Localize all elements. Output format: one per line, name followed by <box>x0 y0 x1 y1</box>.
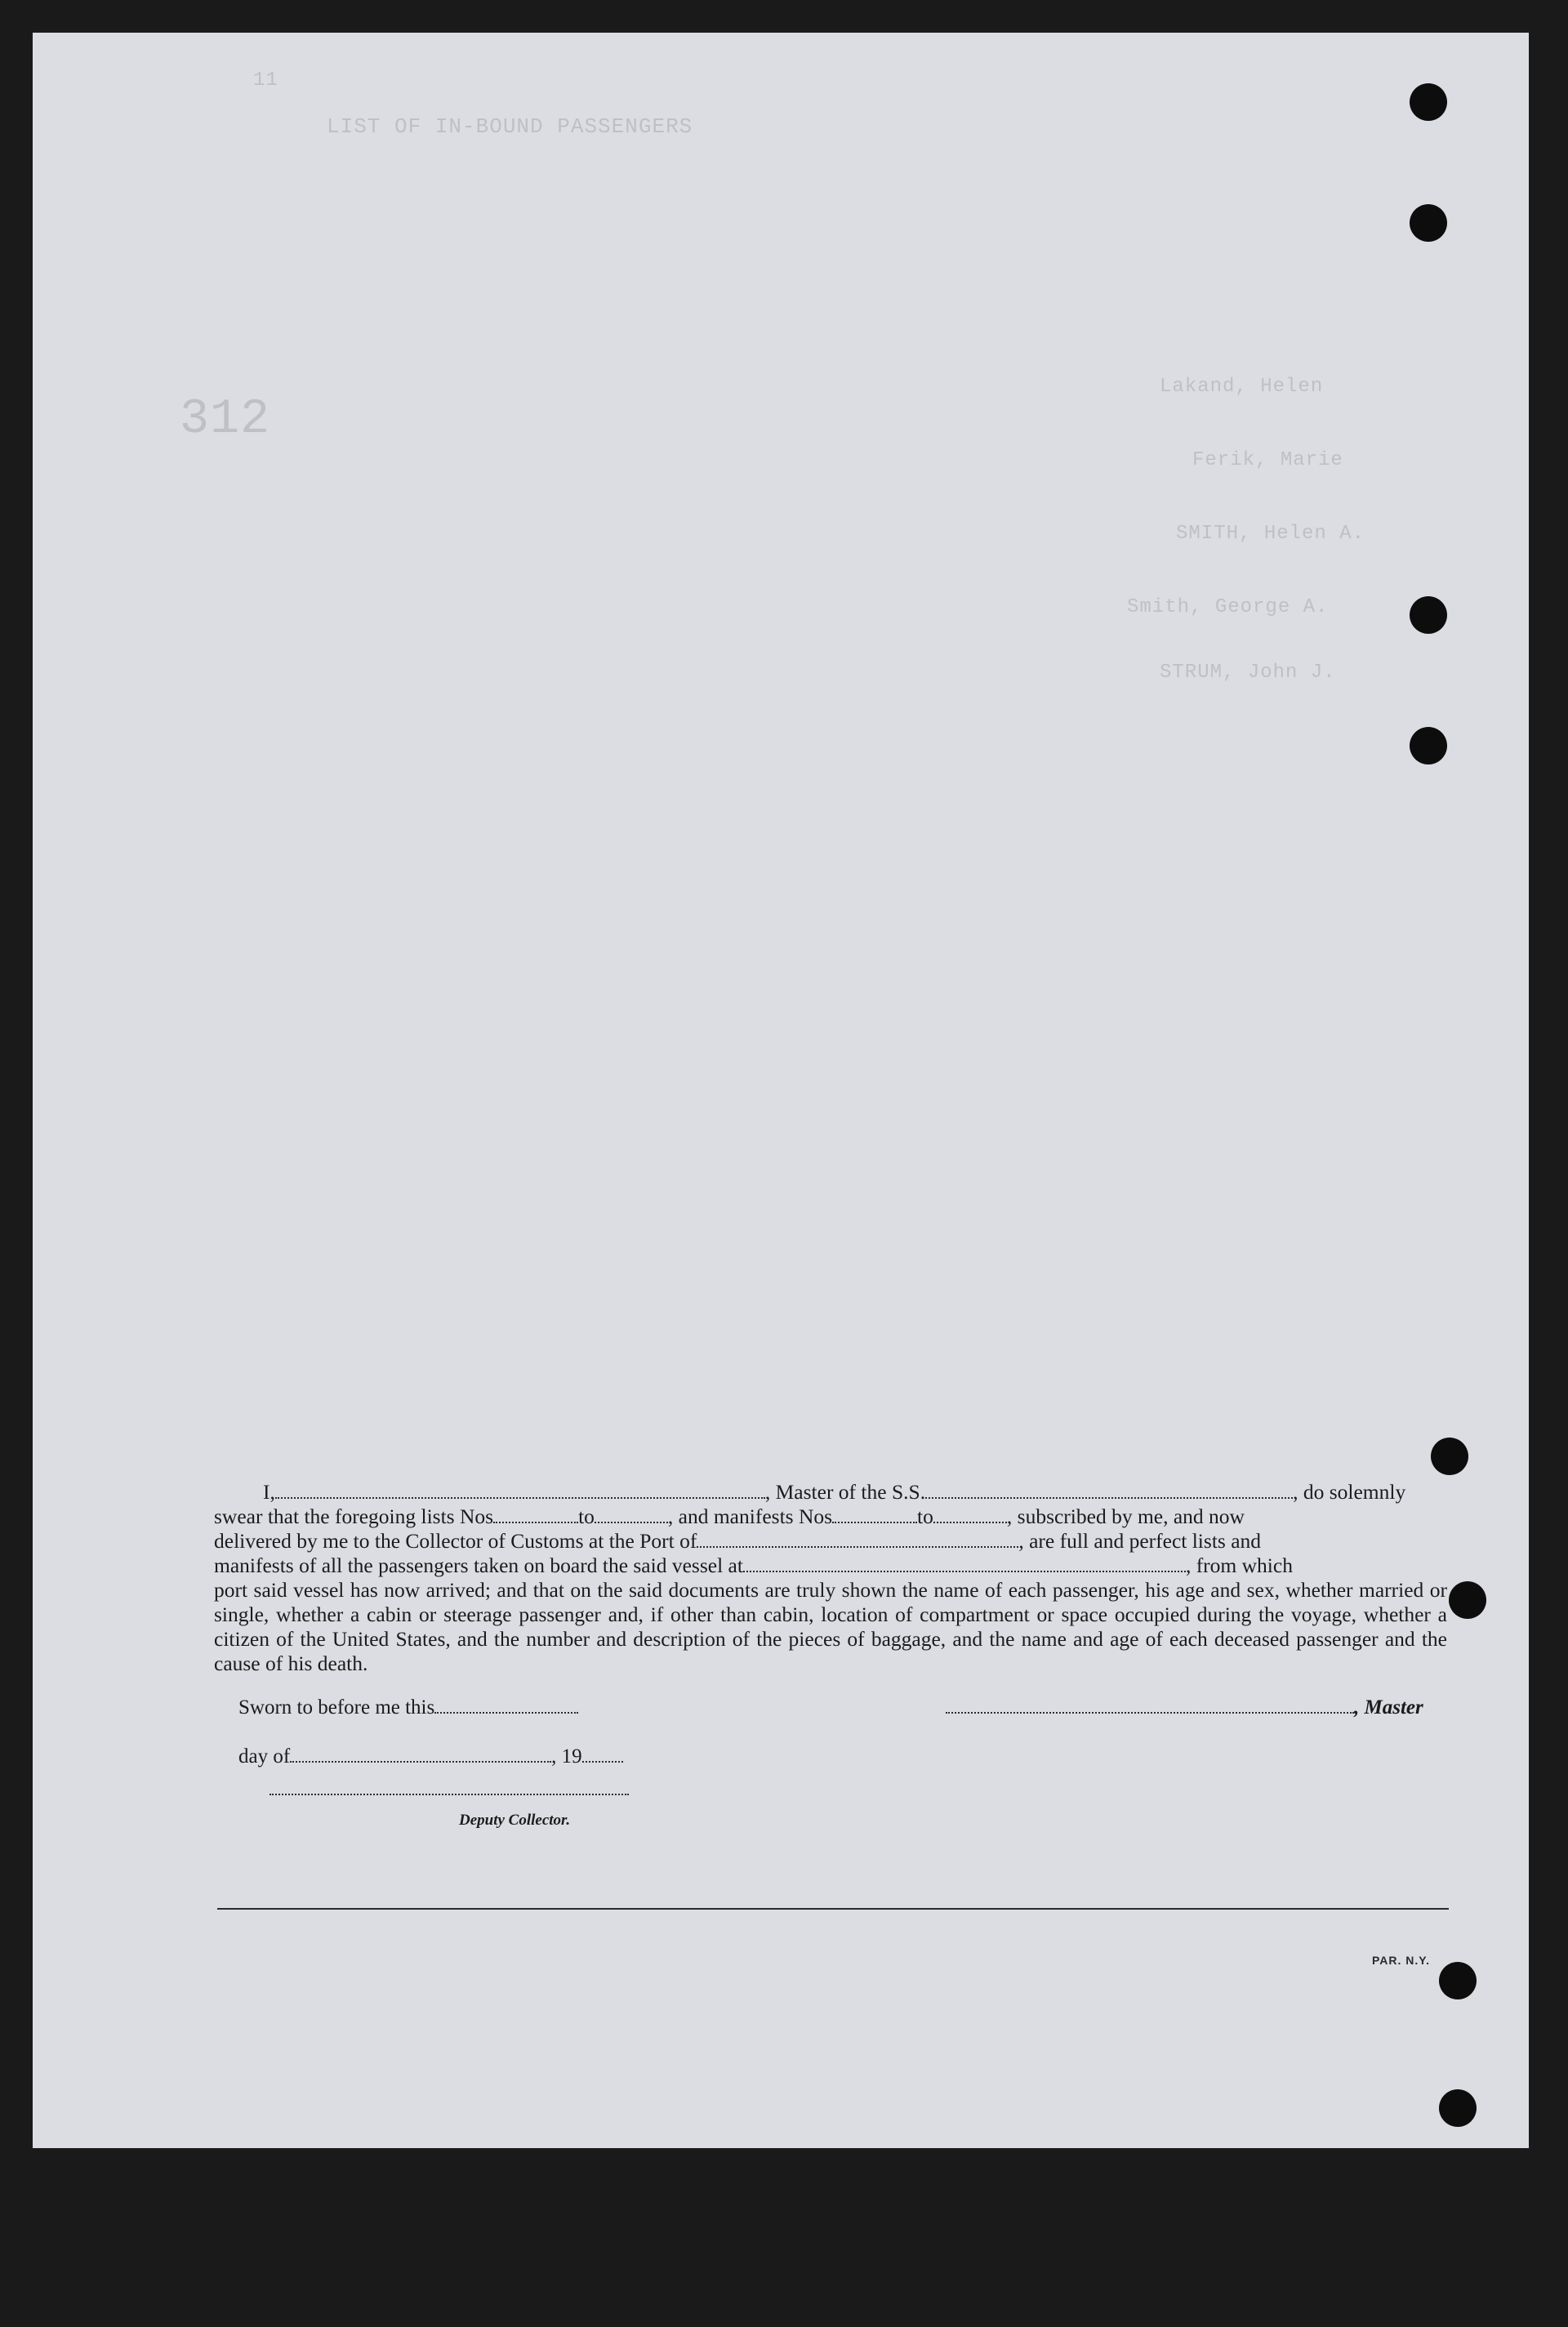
bleed-page-number: 11 <box>253 69 278 91</box>
master-label: , Master <box>1354 1696 1423 1719</box>
oath-text: manifests of all the passengers taken on board the said vessel at <box>214 1554 743 1577</box>
year-label: , 19 <box>551 1745 582 1768</box>
oath-text: I, <box>263 1480 275 1504</box>
printer-mark: PAR. N.Y. <box>1372 1954 1430 1967</box>
sworn-label: Sworn to before me this <box>238 1696 435 1719</box>
oath-text: , subscribed by me, and now <box>1006 1505 1245 1528</box>
day-of-line <box>238 1745 623 1768</box>
punch-hole <box>1410 727 1447 765</box>
bleed-row: SMITH, Helen A. <box>1176 523 1365 545</box>
oath-text: swear that the foregoing lists Nos <box>214 1505 494 1528</box>
oath-text: , do solemnly <box>1293 1480 1406 1504</box>
bleed-header: LIST OF IN-BOUND PASSENGERS <box>327 114 693 139</box>
footer-rule <box>217 1908 1449 1910</box>
oath-text: , are full and perfect lists and <box>1018 1529 1262 1553</box>
bleed-row: STRUM, John J. <box>1160 662 1336 684</box>
oath-text: delivered by me to the Collector of Customs at the Port of <box>214 1529 697 1553</box>
bleed-row: Ferik, Marie <box>1192 449 1343 471</box>
oath-text: to <box>917 1505 933 1528</box>
bleed-stamp: 312 <box>180 392 271 448</box>
bleed-row: Smith, George A. <box>1127 596 1329 618</box>
oath-text: , Master of the S.S. <box>764 1480 926 1504</box>
master-signature-line <box>946 1696 1423 1719</box>
sworn-line <box>238 1696 578 1719</box>
punch-hole <box>1410 83 1447 121</box>
oath-paragraph <box>214 1480 1447 1676</box>
punch-hole <box>1410 596 1447 634</box>
oath-text: to <box>578 1505 595 1528</box>
oath-text: , and manifests Nos <box>667 1505 833 1528</box>
day-of-label: day of <box>238 1745 291 1768</box>
punch-hole <box>1439 2089 1477 2127</box>
document-page <box>33 33 1529 2148</box>
deputy-collector-label: Deputy Collector. <box>459 1812 571 1829</box>
bleed-row: Lakand, Helen <box>1160 376 1324 398</box>
punch-hole <box>1410 204 1447 242</box>
punch-hole <box>1431 1438 1468 1475</box>
deputy-signature-line <box>270 1794 629 1795</box>
punch-hole <box>1439 1962 1477 1999</box>
oath-text: port said vessel has now arrived; and that on the said documents are truly shown the name of each passenger, his age and sex, whether married or single, whether a cabin or steerage passenger and, if other than cabin, location of compartment or space occupied during the voyage, whether a citizen of the United States, and the number and description of the pieces of baggage, and the name and age of each deceased passenger and the cause of his death. <box>214 1578 1447 1675</box>
punch-hole <box>1449 1581 1486 1619</box>
oath-text: , from which <box>1185 1554 1293 1577</box>
